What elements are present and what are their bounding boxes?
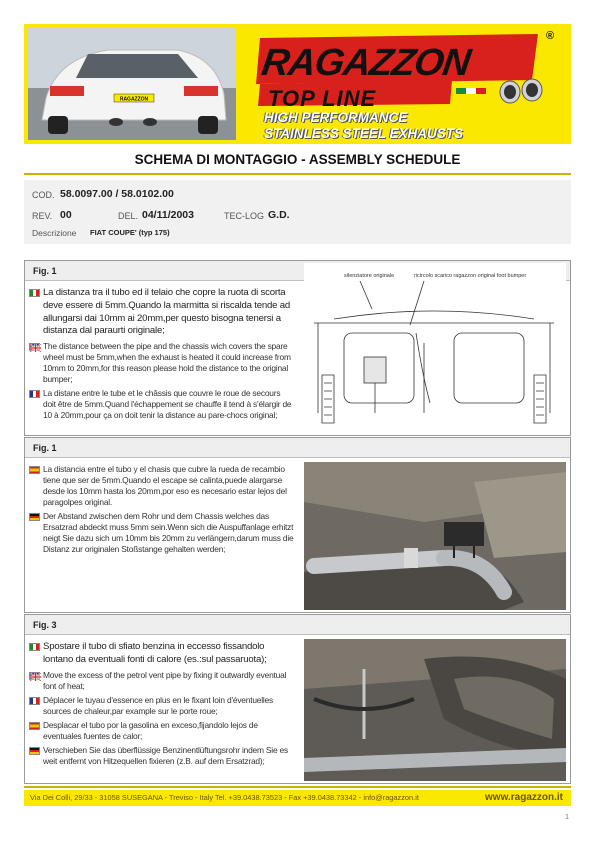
france-flag-icon (29, 697, 40, 705)
car-rear-photo (28, 28, 236, 140)
figure-instructions (29, 287, 295, 424)
instruction-text: La distancia entre el tubo y el chasis que cubre la rueda de recambio tiene que ser de 5mm.Quando el escape se calinta,puede alargarse desde los 10mm hasta los 20mm,por eso es necesario estar lejos del paragolpes original. (43, 464, 287, 507)
header-banner (24, 24, 571, 144)
footer-divider (24, 786, 571, 788)
figure-label: Fig. 3 (33, 620, 57, 630)
figure-header (25, 438, 570, 458)
del-label: DEL. (118, 211, 139, 221)
uk-flag-icon (29, 672, 40, 680)
instruction-german (29, 511, 295, 555)
website-link[interactable]: www.ragazzon.it (485, 792, 563, 803)
italy-flag-icon (29, 289, 40, 297)
instruction-text: Verschieben Sie das überflüssige Benzinentlüftungsrohr indem Sie es weit entfernt von Hitzequellen fixieren (z.B. auf dem Ersatzrad); (43, 744, 288, 766)
instruction-french (29, 695, 295, 717)
spain-flag-icon (29, 722, 40, 730)
figure-label: Fig. 1 (33, 443, 57, 453)
instruction-italian (29, 287, 295, 338)
cod-label: COD. (32, 190, 55, 200)
tec-label: TEC-LOG (224, 211, 265, 221)
figure-instructions (29, 641, 295, 770)
diagram-ragazzon-label: ricircolo scarico ragazzon original foot bumper (414, 273, 527, 279)
cod-value: 58.0097.00 / 58.0102.00 (60, 188, 174, 200)
instruction-spanish (29, 464, 295, 508)
instruction-text: La distane entre le tube et le châssis que couvre le roue de secours doit être de 5mm.Quand l'échappement se chauffe il tend à s'élargir de 10 à 20mm,pour ça on doit tenir la distance au pare-chocs original; (43, 388, 292, 421)
france-flag-icon (29, 390, 40, 398)
germany-flag-icon (29, 513, 40, 521)
rev-label: REV. (32, 211, 53, 221)
document-meta (24, 180, 571, 244)
instruction-text: The distance between the pipe and the chassis wich covers the spare wheel must be 5mm,when the exhaust is heated it could increase from 10mm to 20mm,for this reason please hold the distance to the original bumper; (43, 341, 291, 385)
diagram-original-label: silenziatore originale (344, 273, 395, 279)
instruction-text: Déplacer le tuyau d'essence en plus en le fixant loin d'éventuelles sources de chaleur,par example sur le porte roue; (43, 694, 274, 716)
title-divider (24, 173, 571, 175)
instruction-text: Move the excess of the petrol vent pipe by fixing it outwardly eventual font of heat; (43, 669, 287, 691)
tec-value: G.D. (268, 209, 290, 221)
figure-block-2 (24, 437, 571, 613)
footer-bar (24, 790, 571, 806)
instruction-text: Desplacar el tubo por la gasolina en exceso,fijandolo lejos de eventuales fuentes de calor; (43, 719, 258, 741)
tagline-high-performance: HIGH PERFORMANCE (264, 110, 408, 125)
instruction-text: Spostare il tubo di sfiato benzina in eccesso fissandolo lontano da eventuali fonti di calore (es.:sul passaruota); (43, 641, 267, 665)
brand-subline: TOP LINE (268, 86, 377, 111)
description-value: FIAT COUPE' (typ 175) (90, 228, 170, 237)
figure-header (25, 615, 570, 635)
figure-block-3 (24, 614, 571, 784)
italy-flag-icon (29, 643, 40, 651)
rev-value: 00 (60, 209, 72, 221)
instruction-german (29, 745, 295, 767)
car-plate-text: RAGAZZON (119, 96, 149, 103)
description-label: Descrizione (32, 228, 77, 238)
del-value: 04/11/2003 (142, 209, 194, 221)
figure-instructions (29, 464, 295, 558)
uk-flag-icon (29, 343, 40, 351)
instruction-english (29, 341, 295, 385)
instruction-text: La distanza tra il tubo ed il telaio che copre la ruota di scorta deve essere di 5mm.Quando la marmitta si riscalda tende ad allungarsi dai 10mm ai 20mm,per questo bisogna tenersi a distanza dal paraurti originale; (43, 287, 291, 337)
germany-flag-icon (29, 747, 40, 755)
ragazzon-logo (256, 28, 566, 111)
instruction-text: Der Abstand zwischen dem Rohr und dem Chassis welches das Ersatzrad abdeckt muss 5mm sein.Wenn sich die Auspuffanlage erhitzt neigt Sie dazu sich um 10mm bis 20mm zu verlängern,darum muss die Distanz zur originalen Stoßstange gehalten werden; (43, 511, 294, 554)
spain-flag-icon (29, 466, 40, 474)
figure-block-1 (24, 260, 571, 436)
instruction-french (29, 388, 295, 421)
company-address: Via Dei Colli, 29/33 - 31058 SUSEGANA - Treviso - Italy Tel. +39.0438.73523 - Fax +39.0438.73342 - info@ragazzon.it (30, 793, 419, 802)
instruction-english (29, 670, 295, 692)
registered-mark: ® (546, 30, 555, 42)
exhaust-photo-1 (304, 462, 566, 610)
brand-wordmark: RAGAZZON (259, 42, 473, 84)
instruction-spanish (29, 720, 295, 742)
instruction-italian (29, 641, 295, 667)
page-number: 1 (565, 814, 569, 821)
exhaust-photo-2 (304, 639, 566, 781)
assembly-diagram (304, 263, 566, 433)
figure-label: Fig. 1 (33, 266, 57, 276)
tagline-stainless-steel: STAINLESS STEEL EXHAUSTS (264, 126, 464, 141)
page-title: SCHEMA DI MONTAGGIO - ASSEMBLY SCHEDULE (134, 152, 461, 167)
